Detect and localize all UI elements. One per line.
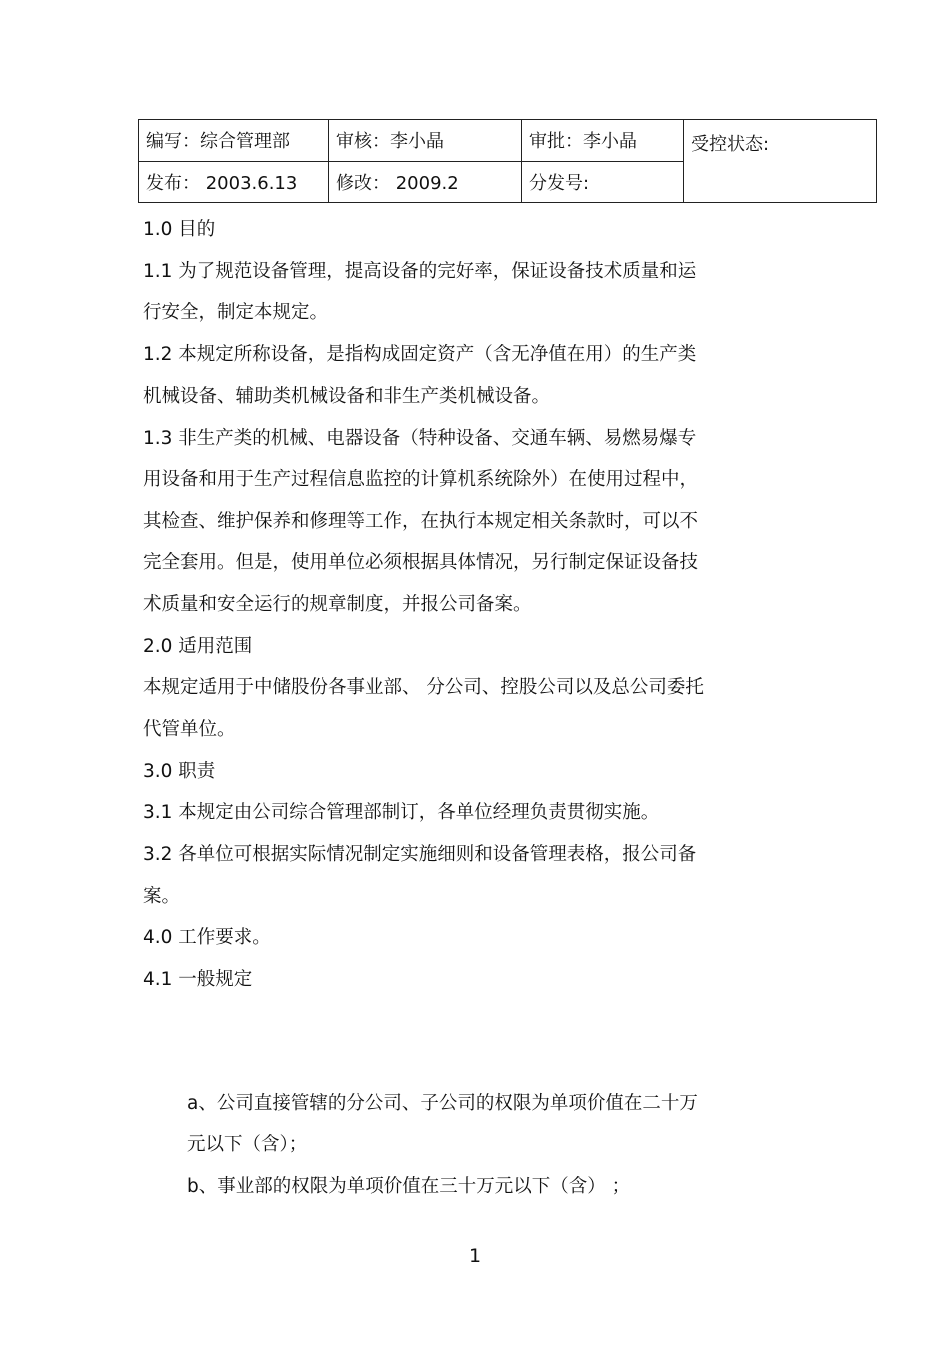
section-heading-responsibility: 3.0 职责 [143,761,216,782]
section-heading-requirements: 4.0 工作要求。 [143,927,271,948]
paragraph-line: 案。 [143,886,181,907]
distribution-number-cell: 分发号: [522,161,684,203]
page-number: 1 [468,1245,482,1267]
reviewer-cell: 审核：李小晶 [329,120,522,162]
paragraph-line: 行安全，制定本规定。 [143,302,329,323]
release-date-cell: 发布： 2003.6.13 [139,161,329,203]
subsection-heading-general: 4.1 一般规定 [143,969,253,990]
paragraph-line: 3.2 各单位可根据实际情况制定实施细则和设备管理表格，报公司备 [143,844,697,865]
list-item: b、事业部的权限为单项价值在三十万元以下（含） ； [187,1176,631,1197]
author-cell: 编写：综合管理部 [139,120,329,162]
section-heading-scope: 2.0 适用范围 [143,636,253,657]
paragraph-line: 本规定适用于中储股份各事业部、 分公司、控股公司以及总公司委托 [143,677,704,698]
section-heading-purpose: 1.0 目的 [143,219,216,240]
paragraph-line: 术质量和安全运行的规章制度，并报公司备案。 [143,594,532,615]
paragraph-line: 完全套用。但是，使用单位必须根据具体情况，另行制定保证设备技 [143,552,699,573]
paragraph-line: 1.1 为了规范设备管理，提高设备的完好率，保证设备技术质量和运 [143,261,697,282]
paragraph-line: 机械设备、辅助类机械设备和非生产类机械设备。 [143,386,551,407]
list-item: a、公司直接管辖的分公司、子公司的权限为单项价值在二十万 [187,1093,698,1114]
list-item-continuation: 元以下（含）； [187,1134,308,1155]
paragraph-line: 1.2 本规定所称设备，是指构成固定资产（含无净值在用）的生产类 [143,344,697,365]
document-header-table [138,119,877,203]
paragraph-line: 用设备和用于生产过程信息监控的计算机系统除外）在使用过程中， [143,469,699,490]
revision-date-cell: 修改： 2009.2 [329,161,522,203]
paragraph-line: 3.1 本规定由公司综合管理部制订，各单位经理负责贯彻实施。 [143,802,660,823]
approver-cell: 审批：李小晶 [522,120,684,162]
paragraph-line: 1.3 非生产类的机械、电器设备（特种设备、交通车辆、易燃易爆专 [143,428,697,449]
control-status-cell: 受控状态: [684,120,877,203]
paragraph-line: 代管单位。 [143,719,236,740]
paragraph-line: 其检查、维护保养和修理等工作，在执行本规定相关条款时，可以不 [143,511,699,532]
